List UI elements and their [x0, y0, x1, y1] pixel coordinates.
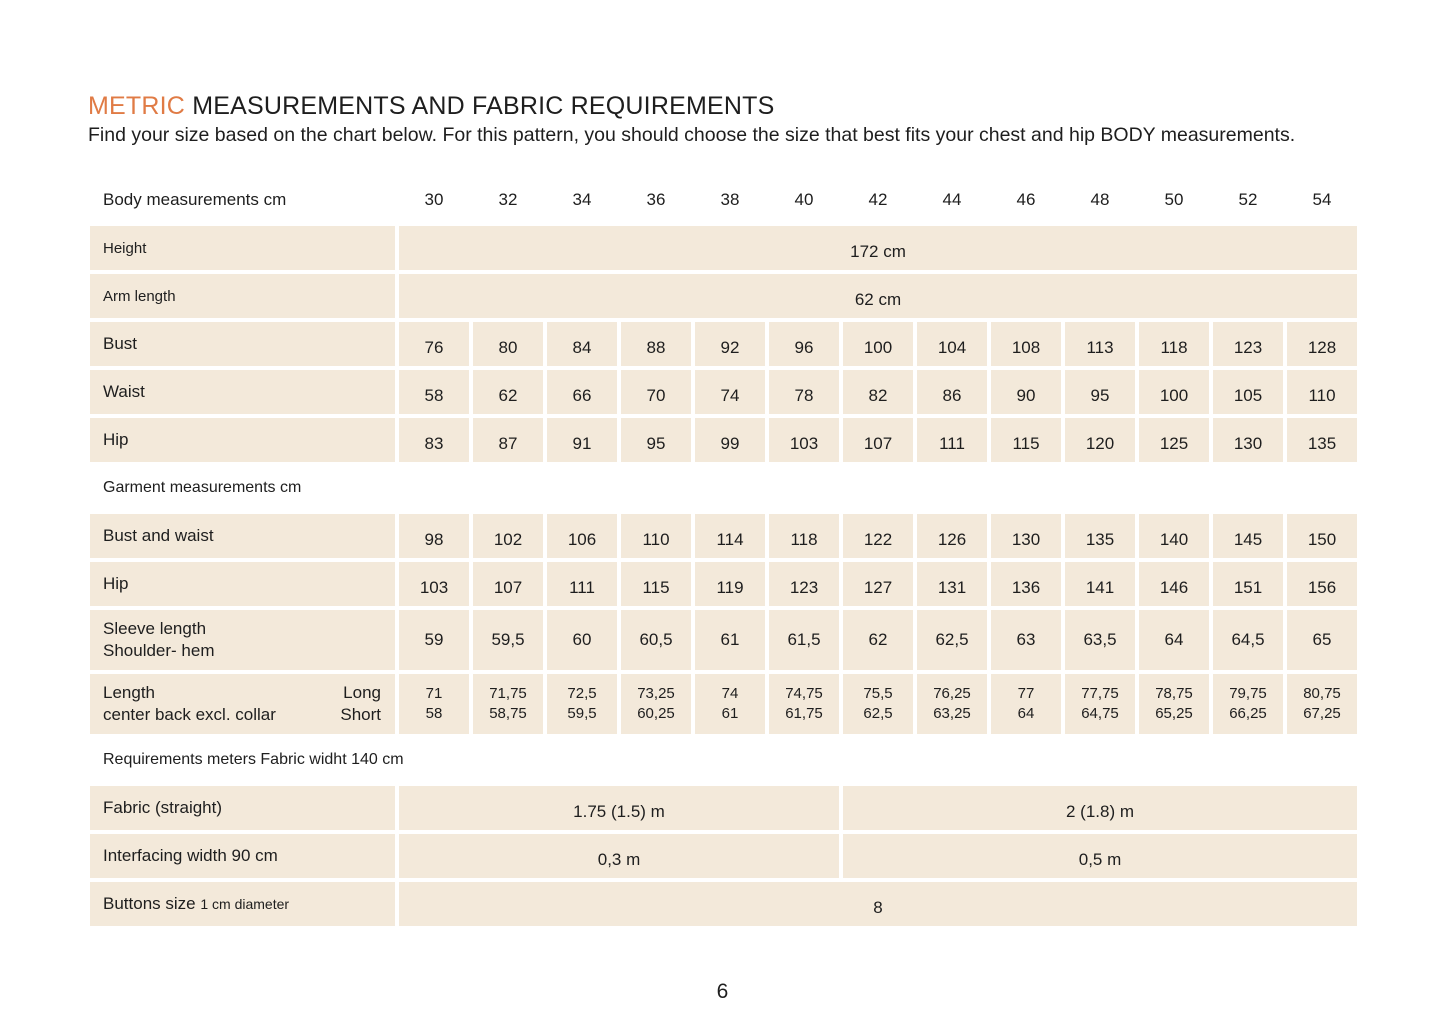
- sleeve-cell: 59: [399, 610, 469, 670]
- length-cell: [1287, 674, 1357, 734]
- size-header: 46: [1016, 190, 1036, 209]
- garment-bust-waist-cell: 130: [991, 514, 1061, 558]
- length-long-value: 74,75: [785, 685, 823, 702]
- length-cell: [991, 674, 1061, 734]
- fabric-large-sizes: 2 (1.8) m: [843, 786, 1357, 830]
- length-short-value: 61: [721, 705, 739, 722]
- length-long-value: 75,5: [863, 685, 893, 702]
- bust-cell: 96: [769, 322, 839, 366]
- row-label-height: Height: [90, 226, 395, 270]
- row-label-arm-length: Arm length: [90, 274, 395, 318]
- length-cell: [843, 674, 913, 734]
- waist-cell: 70: [621, 370, 691, 414]
- length-short-label: Short: [340, 705, 381, 724]
- title-accent: METRIC: [88, 92, 186, 120]
- size-header: 38: [720, 190, 740, 209]
- sleeve-cell: 61,5: [769, 610, 839, 670]
- waist-cell: 78: [769, 370, 839, 414]
- garment-bust-waist-cell: 102: [473, 514, 543, 558]
- garment-bust-waist-cell: 122: [843, 514, 913, 558]
- size-header: 42: [868, 190, 888, 209]
- bust-cell: 84: [547, 322, 617, 366]
- garment-hip-cell: 127: [843, 562, 913, 606]
- length-short-value: 60,25: [637, 705, 675, 722]
- hip-cell: 130: [1213, 418, 1283, 462]
- row-label-interfacing: Interfacing width 90 cm: [90, 834, 395, 878]
- garment-bust-waist-cell: 140: [1139, 514, 1209, 558]
- length-short-value: 63,25: [933, 705, 971, 722]
- row-label-length: [90, 674, 395, 734]
- length-long-label: Long: [343, 683, 381, 702]
- bust-cell: 108: [991, 322, 1061, 366]
- interfacing-small-sizes: 0,3 m: [399, 834, 839, 878]
- waist-cell: 90: [991, 370, 1061, 414]
- buttons-label-small: 1 cm diameter: [200, 896, 290, 912]
- length-long-value: 71: [425, 685, 443, 702]
- garment-hip-cell: 156: [1287, 562, 1357, 606]
- hip-cell: 103: [769, 418, 839, 462]
- size-chart: [90, 178, 1355, 926]
- size-header: 34: [572, 190, 592, 209]
- sleeve-label-line2: Shoulder- hem: [103, 641, 215, 660]
- body-measurements-header: Body measurements cm: [103, 190, 287, 209]
- sleeve-cell: 60: [547, 610, 617, 670]
- buttons-label: Buttons size: [103, 894, 196, 913]
- hip-cell: 99: [695, 418, 765, 462]
- sleeve-cell: 62,5: [917, 610, 987, 670]
- sleeve-cell: 60,5: [621, 610, 691, 670]
- length-label-line2: center back excl. collar: [103, 705, 276, 724]
- bust-cell: 128: [1287, 322, 1357, 366]
- sleeve-label-line1: Sleeve length: [103, 619, 207, 638]
- length-short-value: 67,25: [1303, 705, 1341, 722]
- hip-cell: 87: [473, 418, 543, 462]
- size-header: 48: [1090, 190, 1110, 209]
- waist-cell: 95: [1065, 370, 1135, 414]
- row-label-fabric: Fabric (straight): [90, 786, 395, 830]
- length-long-value: 80,75: [1303, 685, 1341, 702]
- length-long-value: 74: [721, 685, 739, 702]
- bust-cell: 104: [917, 322, 987, 366]
- sleeve-cell: 63: [991, 610, 1061, 670]
- bust-cell: 80: [473, 322, 543, 366]
- length-short-value: 64,75: [1081, 705, 1119, 722]
- garment-hip-cell: 131: [917, 562, 987, 606]
- row-label-hip: Hip: [90, 418, 395, 462]
- length-short-value: 58: [425, 705, 443, 722]
- row-label-buttons: [90, 882, 395, 926]
- waist-cell: 82: [843, 370, 913, 414]
- garment-bust-waist-cell: 118: [769, 514, 839, 558]
- garment-bust-waist-cell: 110: [621, 514, 691, 558]
- waist-cell: 74: [695, 370, 765, 414]
- sleeve-cell: 59,5: [473, 610, 543, 670]
- length-long-value: 73,25: [637, 685, 675, 702]
- bust-cell: 113: [1065, 322, 1135, 366]
- hip-cell: 115: [991, 418, 1061, 462]
- length-long-value: 78,75: [1155, 685, 1193, 702]
- size-header: 50: [1164, 190, 1184, 209]
- length-cell: [621, 674, 691, 734]
- length-short-value: 64: [1017, 705, 1035, 722]
- waist-cell: 86: [917, 370, 987, 414]
- hip-cell: 111: [917, 418, 987, 462]
- waist-cell: 110: [1287, 370, 1357, 414]
- length-cell: [917, 674, 987, 734]
- waist-cell: 66: [547, 370, 617, 414]
- size-header: 32: [498, 190, 518, 209]
- arm-length-value: 62 cm: [399, 274, 1357, 318]
- sleeve-cell: 64: [1139, 610, 1209, 670]
- length-cell: [1139, 674, 1209, 734]
- garment-bust-waist-cell: 114: [695, 514, 765, 558]
- length-cell: [399, 674, 469, 734]
- length-cell: [769, 674, 839, 734]
- garment-bust-waist-cell: 150: [1287, 514, 1357, 558]
- bust-cell: 92: [695, 322, 765, 366]
- length-short-value: 66,25: [1229, 705, 1267, 722]
- fabric-small-sizes: 1.75 (1.5) m: [399, 786, 839, 830]
- waist-cell: 105: [1213, 370, 1283, 414]
- length-cell: [547, 674, 617, 734]
- requirements-header: Requirements meters Fabric widht 140 cm: [103, 751, 404, 768]
- length-cell: [1213, 674, 1283, 734]
- size-header: 36: [646, 190, 666, 209]
- sleeve-cell: 61: [695, 610, 765, 670]
- garment-hip-cell: 103: [399, 562, 469, 606]
- length-long-value: 79,75: [1229, 685, 1267, 702]
- length-short-value: 65,25: [1155, 705, 1193, 722]
- waist-cell: 62: [473, 370, 543, 414]
- garment-hip-cell: 115: [621, 562, 691, 606]
- garment-hip-cell: 151: [1213, 562, 1283, 606]
- row-label-bust: Bust: [90, 322, 395, 366]
- sleeve-cell: 64,5: [1213, 610, 1283, 670]
- length-short-value: 58,75: [489, 705, 527, 722]
- intro-text: Find your size based on the chart below. For this pattern, you should choose the size that best fits your chest and hip BODY measurements.: [88, 124, 1296, 146]
- garment-hip-cell: 136: [991, 562, 1061, 606]
- garment-bust-waist-cell: 135: [1065, 514, 1135, 558]
- bust-cell: 123: [1213, 322, 1283, 366]
- page-number: 6: [716, 980, 729, 1003]
- buttons-value: 8: [399, 882, 1357, 926]
- length-long-value: 76,25: [933, 685, 971, 702]
- length-short-value: 62,5: [863, 705, 893, 722]
- garment-bust-waist-cell: 98: [399, 514, 469, 558]
- bust-cell: 76: [399, 322, 469, 366]
- length-long-value: 77: [1017, 685, 1035, 702]
- row-label-bust-and-waist: Bust and waist: [90, 514, 395, 558]
- size-header: 54: [1312, 190, 1332, 209]
- hip-cell: 125: [1139, 418, 1209, 462]
- length-long-value: 71,75: [489, 685, 527, 702]
- garment-hip-cell: 141: [1065, 562, 1135, 606]
- waist-cell: 100: [1139, 370, 1209, 414]
- bust-cell: 118: [1139, 322, 1209, 366]
- length-cell: [1065, 674, 1135, 734]
- length-short-value: 59,5: [567, 705, 597, 722]
- hip-cell: 107: [843, 418, 913, 462]
- hip-cell: 91: [547, 418, 617, 462]
- size-header: 30: [424, 190, 444, 209]
- length-label-line1: Length: [103, 683, 155, 702]
- row-label-garment-hip: Hip: [90, 562, 395, 606]
- sleeve-cell: 65: [1287, 610, 1357, 670]
- length-long-value: 77,75: [1081, 685, 1119, 702]
- garment-hip-cell: 146: [1139, 562, 1209, 606]
- height-value: 172 cm: [399, 226, 1357, 270]
- hip-cell: 135: [1287, 418, 1357, 462]
- bust-cell: 88: [621, 322, 691, 366]
- garment-bust-waist-cell: 126: [917, 514, 987, 558]
- garment-hip-cell: 111: [547, 562, 617, 606]
- bust-cell: 100: [843, 322, 913, 366]
- row-label-sleeve-length: [90, 610, 395, 670]
- sleeve-cell: 63,5: [1065, 610, 1135, 670]
- row-label-waist: Waist: [90, 370, 395, 414]
- garment-hip-cell: 107: [473, 562, 543, 606]
- sleeve-cell: 62: [843, 610, 913, 670]
- length-long-value: 72,5: [567, 685, 597, 702]
- hip-cell: 83: [399, 418, 469, 462]
- length-cell: [695, 674, 765, 734]
- hip-cell: 95: [621, 418, 691, 462]
- page-title: [88, 92, 774, 121]
- size-header: 52: [1238, 190, 1258, 209]
- length-cell: [473, 674, 543, 734]
- garment-hip-cell: 123: [769, 562, 839, 606]
- hip-cell: 120: [1065, 418, 1135, 462]
- waist-cell: 58: [399, 370, 469, 414]
- length-short-value: 61,75: [785, 705, 823, 722]
- garment-measurements-header: Garment measurements cm: [103, 479, 302, 496]
- garment-hip-cell: 119: [695, 562, 765, 606]
- interfacing-large-sizes: 0,5 m: [843, 834, 1357, 878]
- size-header: 40: [794, 190, 814, 209]
- garment-bust-waist-cell: 145: [1213, 514, 1283, 558]
- title-rest: MEASUREMENTS AND FABRIC REQUIREMENTS: [192, 92, 775, 120]
- size-header: 44: [942, 190, 962, 209]
- garment-bust-waist-cell: 106: [547, 514, 617, 558]
